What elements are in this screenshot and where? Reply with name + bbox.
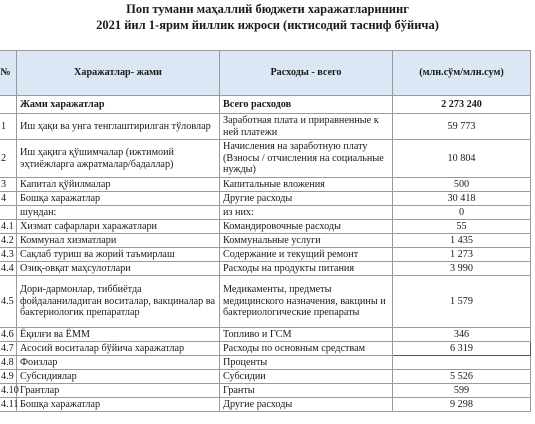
row-uz: шундан: — [17, 206, 220, 220]
table-row — [0, 398, 531, 412]
row-uz: Озиқ-овқат маҳсулотлари — [17, 262, 220, 276]
row-uz: Капитал қўйилмалар — [17, 178, 220, 192]
row-ru: Расходы по основным средствам — [220, 342, 393, 356]
row-num — [0, 206, 17, 220]
table-row — [0, 206, 531, 220]
row-value: 55 — [393, 220, 531, 234]
row-num: 4.4 — [0, 262, 17, 276]
row-ru: Медикаменты, предметы медицинского назначения, вакцины и бактериологические препараты — [220, 276, 393, 328]
row-uz: Асосий воситалар бўйича харажатлар — [17, 342, 220, 356]
row-value — [393, 356, 531, 370]
document-subtitle: 2021 йил 1-ярим йиллик ижроси (иктисодий тасниф бўйича) — [96, 18, 439, 32]
row-num: 4.1 — [0, 220, 17, 234]
row-ru: Гранты — [220, 384, 393, 398]
row-ru: Заработная плата и приравненные к ней платежи — [220, 114, 393, 140]
row-value: 0 — [393, 206, 531, 220]
expenses-table — [0, 50, 531, 412]
row-uz: Хизмат сафарлари харажатлари — [17, 220, 220, 234]
row-value: 10 804 — [393, 140, 531, 178]
row-value: 5 526 — [393, 370, 531, 384]
header-unit: (млн.сўм/млн.сум) — [393, 51, 531, 96]
total-num — [0, 96, 17, 114]
row-uz: Сақлаб туриш ва жорий таъмирлаш — [17, 248, 220, 262]
row-value: 9 298 — [393, 398, 531, 412]
table-row — [0, 220, 531, 234]
row-value: 599 — [393, 384, 531, 398]
row-num: 4.5 — [0, 276, 17, 328]
table-row — [0, 370, 531, 384]
row-ru: Командировочные расходы — [220, 220, 393, 234]
row-ru: Топливо и ГСМ — [220, 328, 393, 342]
row-uz: Дори-дармонлар, тиббиётда фойдаланиладиган воситалар, вакциналар ва бактериологик препаратлар — [17, 276, 220, 328]
row-value: 1 579 — [393, 276, 531, 328]
row-value: 1 273 — [393, 248, 531, 262]
row-num: 4.9 — [0, 370, 17, 384]
row-num: 4.3 — [0, 248, 17, 262]
row-ru: Коммунальные услуги — [220, 234, 393, 248]
total-ru: Всего расходов — [220, 96, 393, 114]
table-row — [0, 356, 531, 370]
table-row — [0, 192, 531, 206]
table-row — [0, 248, 531, 262]
row-value-selected-cell[interactable]: 6 319 — [393, 342, 531, 356]
row-value: 500 — [393, 178, 531, 192]
row-value: 30 418 — [393, 192, 531, 206]
row-ru: Начисления на заработную плату (Взносы / отчисления на социальные нужды) — [220, 140, 393, 178]
total-value: 2 273 240 — [393, 96, 531, 114]
row-uz: Ёқилғи ва ЁММ — [17, 328, 220, 342]
row-uz: Иш ҳақига қўшимчалар (ижтимоий эҳтиёжларга ажратмалар/бадаллар) — [17, 140, 220, 178]
row-num: 1 — [0, 114, 17, 140]
header-uz: Харажатлар- жами — [17, 51, 220, 96]
total-row — [0, 96, 531, 114]
header-ru: Расходы - всего — [220, 51, 393, 96]
row-uz: Фоизлар — [17, 356, 220, 370]
header-row — [0, 51, 531, 96]
table-row — [0, 234, 531, 248]
row-value: 3 990 — [393, 262, 531, 276]
row-ru: Проценты — [220, 356, 393, 370]
row-ru: Другие расходы — [220, 192, 393, 206]
row-value: 346 — [393, 328, 531, 342]
row-ru: из них: — [220, 206, 393, 220]
row-num: 2 — [0, 140, 17, 178]
row-value: 59 773 — [393, 114, 531, 140]
row-value: 1 435 — [393, 234, 531, 248]
row-num: 4 — [0, 192, 17, 206]
row-num: 4.7 — [0, 342, 17, 356]
row-uz: Коммунал хизматлари — [17, 234, 220, 248]
row-num: 4.8 — [0, 356, 17, 370]
row-ru: Субсидии — [220, 370, 393, 384]
row-num: 4.2 — [0, 234, 17, 248]
table-row — [0, 262, 531, 276]
table-row — [0, 276, 531, 328]
document-title: Поп тумани маҳаллий бюджети харажатларининг — [126, 2, 409, 16]
row-ru: Другие расходы — [220, 398, 393, 412]
row-ru: Капитальные вложения — [220, 178, 393, 192]
table-row — [0, 342, 531, 356]
row-num: 3 — [0, 178, 17, 192]
row-uz: Грантлар — [17, 384, 220, 398]
table-row — [0, 384, 531, 398]
row-num: 4.10 — [0, 384, 17, 398]
total-uz: Жами харажатлар — [17, 96, 220, 114]
row-num: 4.6 — [0, 328, 17, 342]
row-ru: Расходы на продукты питания — [220, 262, 393, 276]
row-uz: Бошқа харажатлар — [17, 398, 220, 412]
table-row — [0, 140, 531, 178]
table-row — [0, 328, 531, 342]
row-uz: Субсидиялар — [17, 370, 220, 384]
header-num: № — [0, 51, 17, 96]
row-num: 4.11 — [0, 398, 17, 412]
row-ru: Содержание и текущий ремонт — [220, 248, 393, 262]
row-uz: Бошқа харажатлар — [17, 192, 220, 206]
row-uz: Иш ҳақи ва унга тенглаштирилган тўловлар — [17, 114, 220, 140]
table-row — [0, 178, 531, 192]
table-row — [0, 114, 531, 140]
